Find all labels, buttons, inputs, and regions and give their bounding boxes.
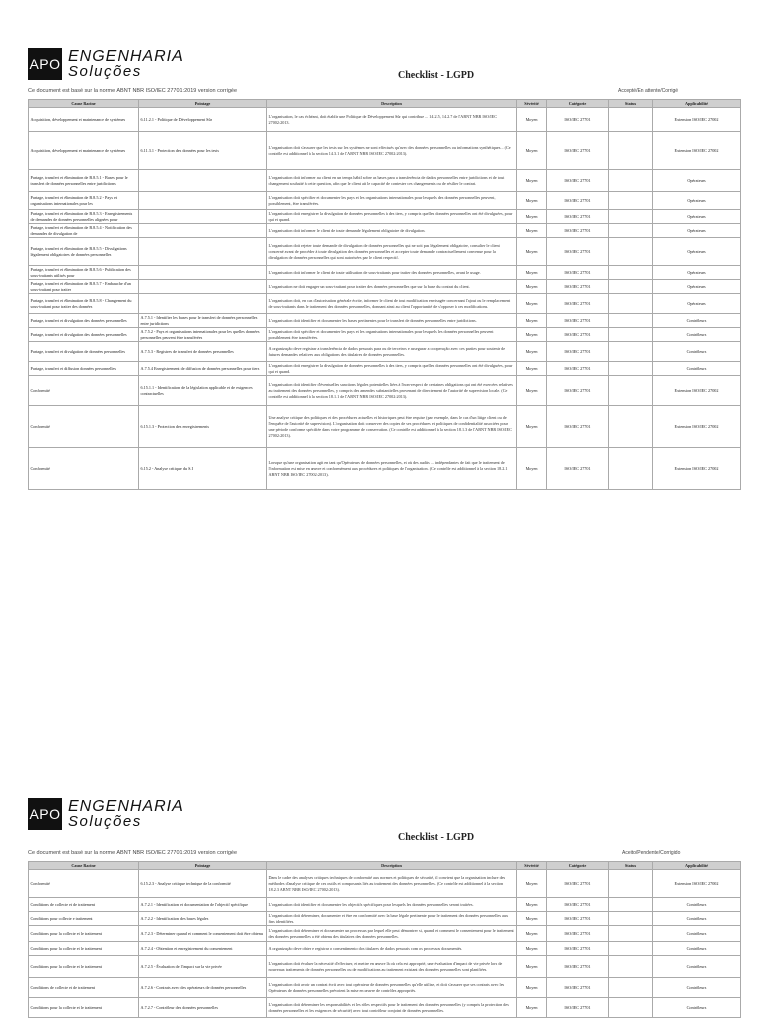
category-cell: ISO/IEC 27701 [547, 294, 609, 314]
pointage-cell: 6.11.2.1 - Politique de Développement Sûr [139, 108, 267, 132]
description-cell: L'organisation doit évaluer la nécessité d'effectuer, et mettre en œuvre là où cela est approprié, une évaluation d'impact de vie privée lors de nouveaux traitements de données personnelles ou de modifications au traitement existant des données personnelles sont planifiées. [267, 956, 517, 978]
severity-cell: Moyen [517, 912, 547, 926]
cause-cell: Partage, transfert et divulgation de données personnelles [29, 342, 139, 362]
applicability-cell: Opérateurs [653, 266, 741, 280]
severity-cell: Moyen [517, 108, 547, 132]
table-row [29, 342, 741, 362]
description-cell: L'organisation doit déterminer, documenter et être en conformité avec la base légale pertinente pour le traitement des données personnelles aux fins identifiées. [267, 912, 517, 926]
logo-mark: APO [28, 798, 62, 830]
checklist-table [28, 99, 741, 490]
logo-line-1: ENGENHARIA [68, 48, 184, 65]
table-row [29, 898, 741, 912]
table-row [29, 170, 741, 192]
column-header-status: Status [609, 862, 653, 870]
description-cell: L'organisation doit informer le client de toute utilisation de sous-traitants pour traiter des données personnelles, avant le usage. [267, 266, 517, 280]
applicability-cell: Contrôleurs [653, 942, 741, 956]
column-header-description: Description [267, 100, 517, 108]
cause-cell: Conditions pour la collecte et le traitement [29, 926, 139, 942]
severity-cell: Moyen [517, 956, 547, 978]
applicability-cell: Opérateurs [653, 192, 741, 210]
logo-line-2: Soluções [68, 813, 142, 830]
table-row [29, 192, 741, 210]
column-header-cause: Cause Racine [29, 100, 139, 108]
status-cell[interactable] [609, 898, 653, 912]
pointage-cell [139, 266, 267, 280]
cause-cell: Conditions pour la collecte et le traitement [29, 942, 139, 956]
table-row [29, 870, 741, 898]
description-cell: L'organisation doit enregistrer la divulgation de données personnelles à des tiers, y compris quelles données personnelles ont été divulguées, pour qui et quand. [267, 210, 517, 224]
cause-cell: Partage, transfert et élimination de B.8.5.8 - Changement du sous-traitant pour traiter des données [29, 294, 139, 314]
status-cell[interactable] [609, 870, 653, 898]
severity-cell: Moyen [517, 210, 547, 224]
pointage-cell: A.7.5.3 - Registres de transfert de données personnelles [139, 342, 267, 362]
pointage-cell: A.7.2.3 - Déterminer quand et comment le consentement doit être obtenu [139, 926, 267, 942]
cause-cell: Partage, transfert et élimination de B.8.5.4 - Notification des demandes de divulgation de [29, 224, 139, 238]
pointage-cell: 6.15.1.3 - Protection des enregistrements [139, 406, 267, 448]
pointage-cell: 6.15.2 - Analyse critique du S.I [139, 448, 267, 490]
severity-cell: Moyen [517, 898, 547, 912]
status-cell[interactable] [609, 362, 653, 376]
description-cell: L'organisation doit spécifier et documenter les pays et les organisations internationales pour lesquels les données personnelles peuvent possiblement être transférées. [267, 328, 517, 342]
description-cell: L'organisation, le cas échéant, doit établir une Politique de Développement Sûr qui contribue ... 14.2.5, 14.2.7 de l'ABNT NBR ISO/IEC 27002:2013. [267, 108, 517, 132]
applicability-cell: Opérateurs [653, 210, 741, 224]
applicability-cell: Contrôleurs [653, 362, 741, 376]
status-cell[interactable] [609, 998, 653, 1018]
severity-cell: Moyen [517, 280, 547, 294]
applicability-cell: Extension ISO/IEC 27002 [653, 108, 741, 132]
pointage-cell [139, 170, 267, 192]
category-cell: ISO/IEC 27701 [547, 328, 609, 342]
cause-cell: Partage, transfert et diffusion données personnelles [29, 362, 139, 376]
applicability-cell: Contrôleurs [653, 328, 741, 342]
category-cell: ISO/IEC 27701 [547, 870, 609, 898]
applicability-cell: Extension ISO/IEC 27002 [653, 406, 741, 448]
severity-cell: Moyen [517, 224, 547, 238]
category-cell: ISO/IEC 27701 [547, 224, 609, 238]
category-cell: ISO/IEC 27701 [547, 912, 609, 926]
category-cell: ISO/IEC 27701 [547, 342, 609, 362]
cause-cell: Conditions pour la collecte et le traitement [29, 956, 139, 978]
status-cell[interactable] [609, 406, 653, 448]
severity-cell: Moyen [517, 942, 547, 956]
applicability-cell: Extension ISO/IEC 27002 [653, 376, 741, 406]
cause-cell: Acquisition, développement et maintenance de systèmes [29, 108, 139, 132]
table-row [29, 978, 741, 998]
description-cell: A organização deve obter e registrar o consentimento dos titulares de dados pessoais com os processos documentés. [267, 942, 517, 956]
severity-cell: Moyen [517, 294, 547, 314]
applicability-cell: Contrôleurs [653, 998, 741, 1018]
pointage-cell: A.7.2.5 - Évaluation de l'impact sur la vie privée [139, 956, 267, 978]
column-header-applicability: Applicabilité [653, 100, 741, 108]
applicability-cell: Extension ISO/IEC 27002 [653, 870, 741, 898]
company-logo [28, 798, 184, 830]
category-cell: ISO/IEC 27701 [547, 448, 609, 490]
applicability-cell: Contrôleurs [653, 978, 741, 998]
applicability-cell: Opérateurs [653, 170, 741, 192]
description-cell: L'organisation doit déterminer les responsabilités et les rôles respectifs pour le traitement des données personnelles (y compris la protection des données personnelles et les exigences de sécurité) avec tout contrôleur conjoint de données personnelles. [267, 998, 517, 1018]
pointage-cell [139, 238, 267, 266]
pointage-cell [139, 280, 267, 294]
table-row [29, 376, 741, 406]
pointage-cell: A.7.2.7 - Contrôleur des données personnelles [139, 998, 267, 1018]
status-cell[interactable] [609, 942, 653, 956]
severity-cell: Moyen [517, 926, 547, 942]
category-cell: ISO/IEC 27701 [547, 406, 609, 448]
category-cell: ISO/IEC 27701 [547, 132, 609, 170]
column-header-severity: Sévérité [517, 862, 547, 870]
category-cell: ISO/IEC 27701 [547, 314, 609, 328]
status-cell[interactable] [609, 448, 653, 490]
document-basis-note: Ce document est basé sur la norme ABNT NBR ISO/IEC 27701:2019 version corrigée [28, 850, 238, 856]
cause-cell: Partage, transfert et divulgation des données personnelles [29, 328, 139, 342]
cause-cell: Conformité [29, 406, 139, 448]
category-cell: ISO/IEC 27701 [547, 942, 609, 956]
category-cell: ISO/IEC 27701 [547, 108, 609, 132]
description-cell: L'organisation doit avoir un contrat écrit avec tout opérateur de données personnelles qu'elle utilise, et doit s'assurer que ses contrats avec les Opérateurs de données personnelles prévoient la mise en œuvre de contrôles appropriés. [267, 978, 517, 998]
category-cell: ISO/IEC 27701 [547, 898, 609, 912]
table-row [29, 942, 741, 956]
table-row [29, 266, 741, 280]
status-cell[interactable] [609, 376, 653, 406]
column-header-cause: Cause Racine [29, 862, 139, 870]
table-header-row [29, 100, 741, 108]
cause-cell: Conditions pour la collecte et le traitement [29, 998, 139, 1018]
table-row [29, 406, 741, 448]
pointage-cell [139, 210, 267, 224]
status-cell[interactable] [609, 956, 653, 978]
applicability-cell: Contrôleurs [653, 912, 741, 926]
column-header-description: Description [267, 862, 517, 870]
table-row [29, 132, 741, 170]
table-row [29, 926, 741, 942]
category-cell: ISO/IEC 27701 [547, 238, 609, 266]
severity-cell: Moyen [517, 870, 547, 898]
severity-cell: Moyen [517, 238, 547, 266]
status-cell[interactable] [609, 342, 653, 362]
table-row [29, 362, 741, 376]
table-row [29, 108, 741, 132]
pointage-cell [139, 192, 267, 210]
description-cell: L'organisation doit informer au client en un temps hábil sobre as bases para a transferência de dados personnelles entre juridictions et de tout changement souhaité à cette question, afin que le client ait le capacité de contester ces changements ou de résilier le contrat. [267, 170, 517, 192]
table-row [29, 294, 741, 314]
category-cell: ISO/IEC 27701 [547, 266, 609, 280]
severity-cell: Moyen [517, 170, 547, 192]
pointage-cell: A.7.5.4 Enregistrement de diffusion de données personnelles pour tiers [139, 362, 267, 376]
pointage-cell: A.7.2.2 - Identification des bases légales [139, 912, 267, 926]
status-legend: Aceito/Pendente/Corrigido [622, 850, 681, 856]
severity-cell: Moyen [517, 266, 547, 280]
applicability-cell: Contrôleurs [653, 314, 741, 328]
description-cell: L'organisation doit spécifier et documenter les pays et les organisations internationales pour lesquels des données personnelles peuvent, possiblement, être transférées. [267, 192, 517, 210]
logo-line-1: ENGENHARIA [68, 798, 184, 815]
table-row [29, 448, 741, 490]
table-row [29, 210, 741, 224]
status-cell[interactable] [609, 926, 653, 942]
cause-cell: Conformité [29, 376, 139, 406]
cause-cell: Conditions pour collecte e traitement [29, 912, 139, 926]
description-cell: Dans le cadre des analyses critiques techniques de conformité aux normes et politiques de sécurité, il convient que la organisation inclure des méthodes d'analyse critique de ces outils et composants liés au traitement des données personnelles. (Ce contrôle est additionnel à la section 18.2.3 ABNT NBR ISO/IEC 27002:2013). [267, 870, 517, 898]
description-cell: L'organisation doit rejeter toute demande de divulgation de données personnelles qui ne soit pas légalement obligatoire, consulter le client concerné avant de procéder à toute divulgation des données personnelles et accepter toute demande contractuellement convenue pour la divulgation de données personnelles qui sont autorisées par le client respectif. [267, 238, 517, 266]
status-cell[interactable] [609, 170, 653, 192]
pointage-cell: A.7.5.1 - Identifier les bases pour le transfert de données personnelles entre juridictions [139, 314, 267, 328]
status-cell[interactable] [609, 210, 653, 224]
table-row [29, 280, 741, 294]
severity-cell: Moyen [517, 998, 547, 1018]
severity-cell: Moyen [517, 328, 547, 342]
pointage-cell: 6.11.3.1 - Protection des données pour les tests [139, 132, 267, 170]
cause-cell: Partage, transfert et élimination de B.8.5.3 - Enregistrements de demandes de données personnelles alignées pour [29, 210, 139, 224]
pointage-cell: 6.15.1.1 - Identification de la législation applicable et de exigences contractuelles [139, 376, 267, 406]
description-cell: L'organisation doit s'assurer que les tests sur les systèmes ne sont effectués qu'avec des données personnelles ou informations synthétiques... (Ce contrôle est additionnel à la section 14.3.1 de l'ABNT NBR ISO/IEC 27002:2013). [267, 132, 517, 170]
severity-cell: Moyen [517, 192, 547, 210]
status-cell[interactable] [609, 912, 653, 926]
column-header-pointage: Pointage [139, 100, 267, 108]
table-row [29, 998, 741, 1018]
cause-cell: Partage, transfert et élimination de B.8.5.7 - Embauche d'un sous-traitant pour traiter [29, 280, 139, 294]
severity-cell: Moyen [517, 376, 547, 406]
applicability-cell: Contrôleurs [653, 898, 741, 912]
status-cell[interactable] [609, 238, 653, 266]
description-cell: Lorsque qu'une organisation agit en tant qu'Opérateurs de données personnelles, et où des audits ... indépendantes de fait que le traitement de l'information est mise en œuvre et conformément aux procédures et politiques de l'organisation. (Ce contrôle est additionnel à la section 18.2.1 ABNT NBR ISO/IEC 27002:2013). [267, 448, 517, 490]
category-cell: ISO/IEC 27701 [547, 210, 609, 224]
column-header-severity: Sévérité [517, 100, 547, 108]
status-cell[interactable] [609, 280, 653, 294]
cause-cell: Partage, transfert et élimination de B.8.5.5 - Divulgations légalement obligatoires de données personnelles [29, 238, 139, 266]
description-cell: L'organisation doit informer le client de toute demande légalement obligatoire de divulgation. [267, 224, 517, 238]
table-row [29, 912, 741, 926]
category-cell: ISO/IEC 27701 [547, 926, 609, 942]
status-cell[interactable] [609, 266, 653, 280]
cause-cell: Conformité [29, 448, 139, 490]
applicability-cell: Opérateurs [653, 224, 741, 238]
pointage-cell [139, 294, 267, 314]
cause-cell: Partage, transfert et élimination de B.8.5.1 - Bases pour le transfert de données personnelles entre juridictions [29, 170, 139, 192]
column-header-category: Catégorie [547, 862, 609, 870]
severity-cell: Moyen [517, 978, 547, 998]
document-basis-note: Ce document est basé sur la norme ABNT NBR ISO/IEC 27701:2019 version corrigée [28, 88, 238, 94]
cause-cell: Conditions de collecte et de traitement [29, 978, 139, 998]
category-cell: ISO/IEC 27701 [547, 998, 609, 1018]
severity-cell: Moyen [517, 132, 547, 170]
page-title: Checklist - LGPD [398, 70, 475, 81]
severity-cell: Moyen [517, 314, 547, 328]
status-cell[interactable] [609, 328, 653, 342]
cause-cell: Acquisition, développement et maintenance de systèmes [29, 132, 139, 170]
severity-cell: Moyen [517, 448, 547, 490]
description-cell: L'organisation doit identifier et documenter les bases pertinentes pour le transfert de données personnelles entre juridictions. [267, 314, 517, 328]
applicability-cell: Contrôleurs [653, 926, 741, 942]
category-cell: ISO/IEC 27701 [547, 280, 609, 294]
description-cell: L'organisation doit déterminer et documenter un processus par lequel elle peut démontrer si, quand et comment le consentement pour le traitement des données personnelles a été obtenu des titulaires des données personnelles. [267, 926, 517, 942]
company-logo [28, 48, 184, 80]
cause-cell: Partage, transfert et élimination de B.8.5.6 - Publication des sous-traitants utilisés pour [29, 266, 139, 280]
cause-cell: Conditions de collecte et de traitement [29, 898, 139, 912]
column-header-status: Status [609, 100, 653, 108]
applicability-cell: Contrôleurs [653, 956, 741, 978]
pointage-cell: 6.15.2.3 - Analyse critique technique de la conformité [139, 870, 267, 898]
pointage-cell: A.7.2.6 - Contrats avec des opérateurs de données personnelles [139, 978, 267, 998]
status-cell[interactable] [609, 978, 653, 998]
description-cell: Une analyse critique des politiques et des procédures actuelles et historiques peut être requise (par exemple, dans le cas d'un litige client ou de l'enquête de l'autorité de supervision). L'organisation doit conserver des copies de ses procédures et politiques de confidentialité associées pour une période conforme spécifiée dans votre programme de conservation. (Ce contrôle est additionnel à la section 18.1.3 de l'ABNT NBR ISO/IEC 27002:2013). [267, 406, 517, 448]
cause-cell: Conformité [29, 870, 139, 898]
table-row [29, 314, 741, 328]
severity-cell: Moyen [517, 362, 547, 376]
description-cell: L'organisation doit enregistrer la divulgation de données personnelles à des tiers, y compris quelles données personnelles ont été divulguées, pour qui et quand. [267, 362, 517, 376]
applicability-cell: Opérateurs [653, 294, 741, 314]
severity-cell: Moyen [517, 342, 547, 362]
description-cell: A organização deve registrar a transferência de dados pessoais para ou de terceiros e assegurar a cooperação avec ces parties pour soutenir de futures demandes relatives aux obligations des titulaires de données personnelles. [267, 342, 517, 362]
category-cell: ISO/IEC 27701 [547, 978, 609, 998]
status-cell[interactable] [609, 314, 653, 328]
page-title: Checklist - LGPD [398, 832, 475, 843]
column-header-category: Catégorie [547, 100, 609, 108]
column-header-applicability: Applicabilité [653, 862, 741, 870]
table-header-row [29, 862, 741, 870]
status-legend: Accepté/En attente/Corrigé [618, 88, 679, 94]
description-cell: L'organisation ne doit engager un sous-traitant pour traiter des données personnelles que sur la base du contrat du client. [267, 280, 517, 294]
description-cell: L'organisation doit identifier et documenter les objectifs spécifiques pour lesquels les données personnelles seront traitées. [267, 898, 517, 912]
severity-cell: Moyen [517, 406, 547, 448]
pointage-cell: A.7.5.2 - Pays et organisations internationales pour les quelles données personnelles peuvent être transférées [139, 328, 267, 342]
applicability-cell: Extension ISO/IEC 27002 [653, 448, 741, 490]
checklist-table [28, 861, 741, 1018]
status-cell[interactable] [609, 294, 653, 314]
applicability-cell: Opérateurs [653, 280, 741, 294]
pointage-cell [139, 224, 267, 238]
status-cell[interactable] [609, 132, 653, 170]
status-cell[interactable] [609, 108, 653, 132]
applicability-cell: Contrôleurs [653, 342, 741, 362]
table-row [29, 328, 741, 342]
cause-cell: Partage, transfert et élimination de B.8.5.2 - Pays et organisations internationales pour les [29, 192, 139, 210]
description-cell: L'organisation doit identifier d'éventuelles sanctions légales potentielles liées à l'non-respect de certaines obligations qui ont été exercées relatives au traitement des données personnelles, y compris des amendes substantielles provenant de directement de l'autorité de supervision locale. (Ce contrôle est additionnel à la section 18.1.1 de l'ABNT NBR ISO/IEC 27002:2013). [267, 376, 517, 406]
category-cell: ISO/IEC 27701 [547, 956, 609, 978]
table-row [29, 224, 741, 238]
applicability-cell: Extension ISO/IEC 27002 [653, 132, 741, 170]
category-cell: ISO/IEC 27701 [547, 376, 609, 406]
column-header-pointage: Pointage [139, 862, 267, 870]
status-cell[interactable] [609, 192, 653, 210]
category-cell: ISO/IEC 27701 [547, 362, 609, 376]
logo-mark: APO [28, 48, 62, 80]
cause-cell: Partage, transfert et divulgation des données personnelles [29, 314, 139, 328]
table-row [29, 238, 741, 266]
description-cell: L'organisation doit, en cas d'autorisation générale écrite, informer le client de tout modification envisagée concernant l'ajout ou le remplacement de sous-traitants dans le traitement des données personnelles, donnant ainsi au client l'opportunité de s'opposer à ces modifications. [267, 294, 517, 314]
table-row [29, 956, 741, 978]
category-cell: ISO/IEC 27701 [547, 192, 609, 210]
logo-line-2: Soluções [68, 63, 142, 80]
pointage-cell: A.7.2.1 - Identification et documentation de l'objectif spécifique [139, 898, 267, 912]
category-cell: ISO/IEC 27701 [547, 170, 609, 192]
status-cell[interactable] [609, 224, 653, 238]
pointage-cell: A.7.2.4 - Obtention et enregistrement du consentement [139, 942, 267, 956]
applicability-cell: Opérateurs [653, 238, 741, 266]
